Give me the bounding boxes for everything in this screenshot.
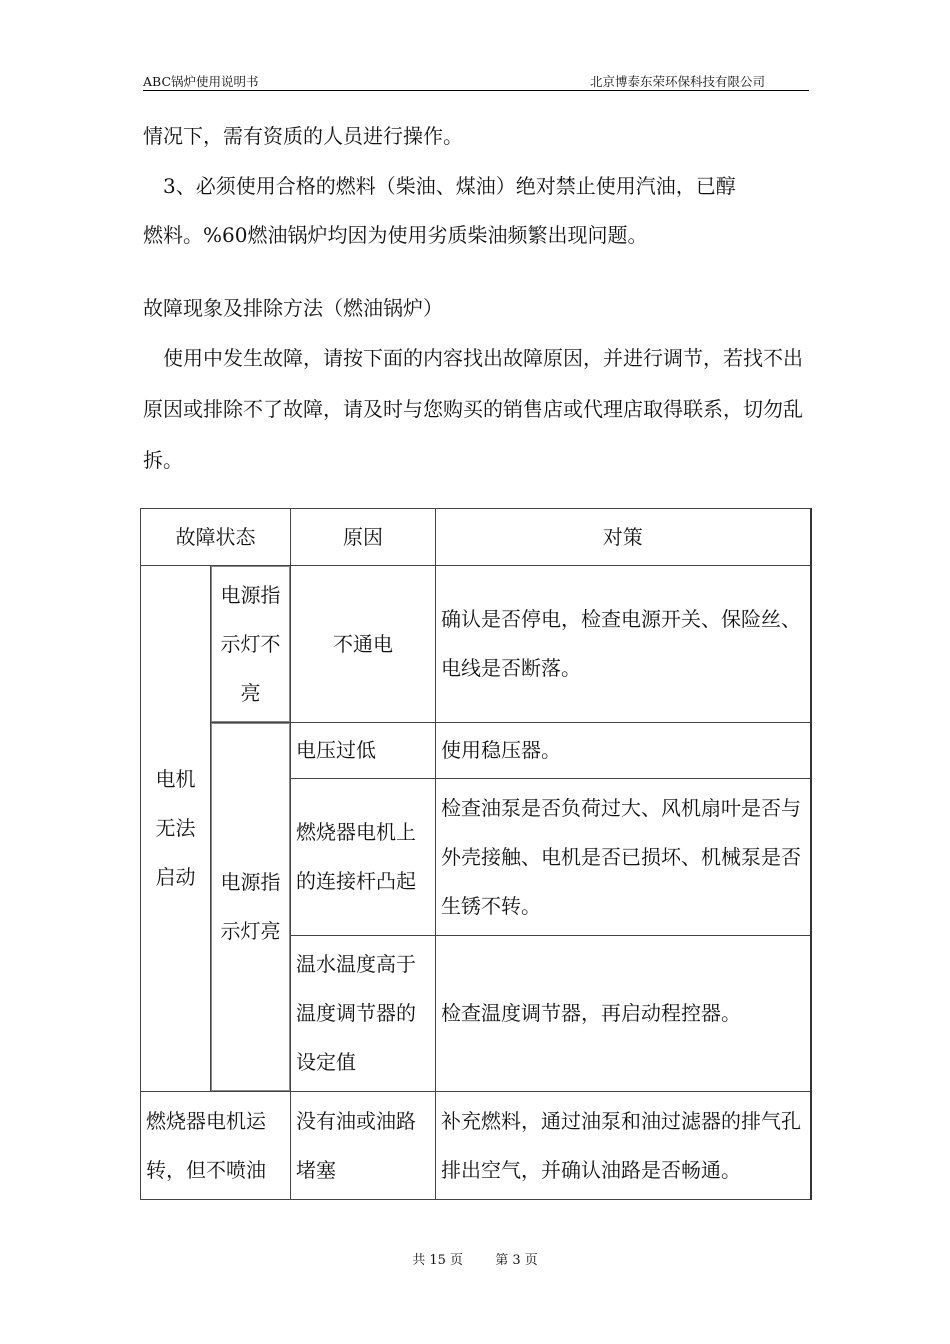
remedy-cell: 检查油泵是否负荷过大、风机扇叶是否与外壳接触、电机是否已损坏、机械泵是否生锈不转。 xyxy=(436,779,811,936)
cause-cell: 没有油或油路堵塞 xyxy=(291,1092,436,1200)
motor-fault-cell: 电机无法启动 xyxy=(141,566,211,1092)
current-page: 第 3 页 xyxy=(495,1253,538,1268)
table-row xyxy=(141,723,811,779)
document-title: ABC锅炉使用说明书 xyxy=(143,74,259,89)
burner-status-cell: 燃烧器电机运转，但不喷油 xyxy=(141,1092,291,1200)
power-light-on-cell: 电源指示灯亮 xyxy=(211,723,291,1092)
remedy-cell: 确认是否停电，检查电源开关、保险丝、电线是否断落。 xyxy=(436,566,811,723)
header-remedy: 对策 xyxy=(436,509,811,566)
table-row xyxy=(141,566,811,723)
cause-cell: 电压过低 xyxy=(291,723,436,779)
section-heading: 故障现象及排除方法（燃油锅炉） xyxy=(143,296,443,320)
paragraph-1: 情况下，需有资质的人员进行操作。 xyxy=(143,124,463,148)
company-name: 北京博泰东荣环保科技有限公司 xyxy=(589,74,765,89)
power-light-off-cell: 电源指示灯不亮 xyxy=(211,566,291,723)
remedy-cell: 补充燃料，通过油泵和油过滤器的排气孔排出空气，并确认油路是否畅通。 xyxy=(436,1092,811,1200)
header-cause: 原因 xyxy=(291,509,436,566)
cause-cell: 不通电 xyxy=(291,566,436,723)
paragraph-4: 使用中发生故障，请按下面的内容找出故障原因，并进行调节，若找不出原因或排除不了故障，请及时与您购买的销售店或代理店取得联系，切勿乱拆。 xyxy=(143,346,803,472)
cause-cell: 燃烧器电机上的连接杆凸起 xyxy=(291,779,436,936)
fault-table xyxy=(140,508,812,1200)
cause-cell: 温水温度高于温度调节器的设定值 xyxy=(291,936,436,1092)
paragraph-2: 3、必须使用合格的燃料（柴油、煤油）绝对禁止使用汽油，已醇 xyxy=(163,174,736,198)
remedy-cell: 检查温度调节器，再启动程控器。 xyxy=(436,936,811,1092)
total-pages: 共 15 页 xyxy=(412,1253,464,1268)
header-fault-status: 故障状态 xyxy=(141,509,291,566)
table-row xyxy=(141,1092,811,1200)
remedy-cell: 使用稳压器。 xyxy=(436,723,811,779)
page-header xyxy=(143,70,809,91)
paragraph-3: 燃料。%60燃油锅炉均因为使用劣质柴油频繁出现问题。 xyxy=(143,223,648,247)
table-header-row xyxy=(141,509,811,566)
page-footer xyxy=(0,1249,950,1268)
